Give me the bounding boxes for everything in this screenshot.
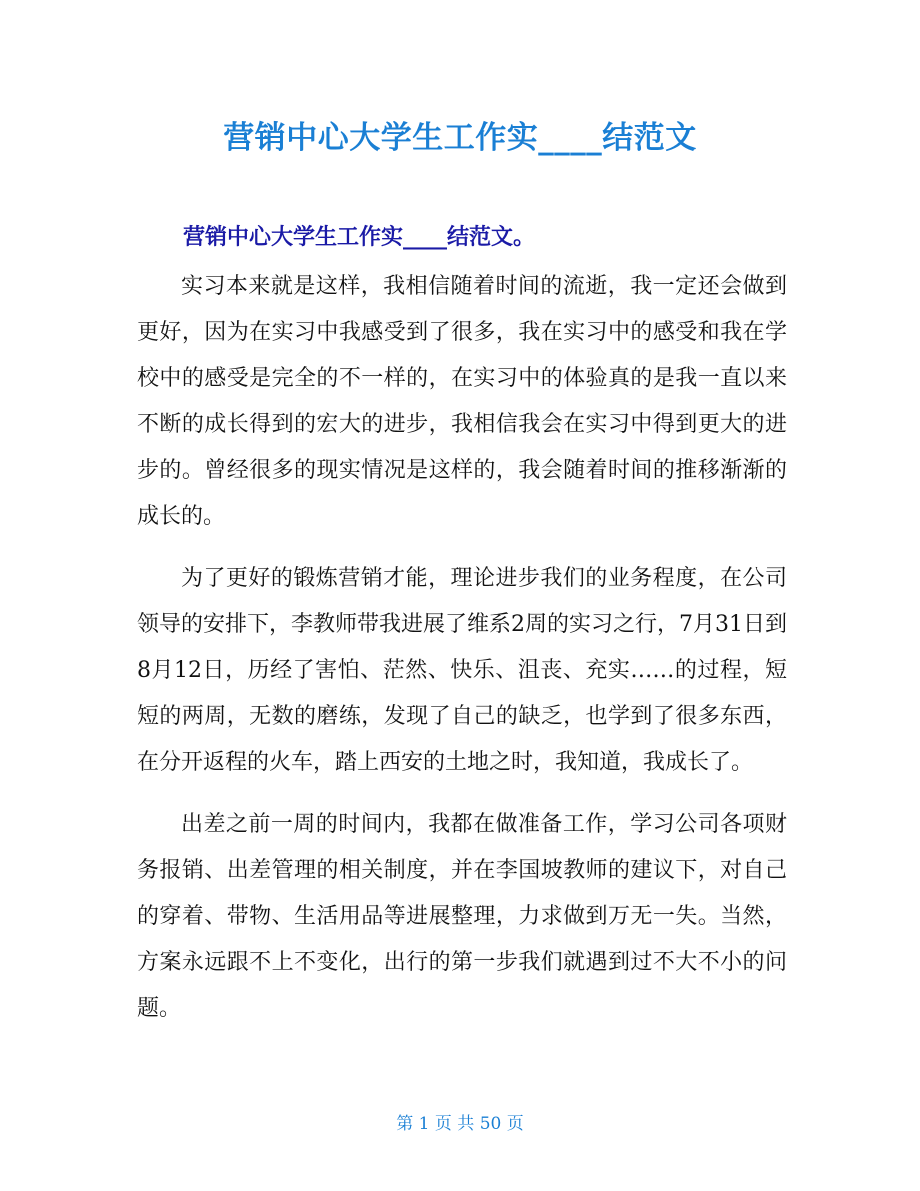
paragraph-2: 为了更好的锻炼营销才能，理论进步我们的业务程度，在公司领导的安排下，李教师带我进展了维系2周的实习之行，7月31日到8月12日，历经了害怕、茫然、快乐、沮丧、充实……的过程，短短的两周，无数的磨练，发现了自己的缺乏，也学到了很多东西，在分开返程的火车，踏上西安的土地之时，我知道，我成长了。 xyxy=(137,566,787,775)
paragraph-1: 实习本来就是这样，我相信随着时间的流逝，我一定还会做到更好，因为在实习中我感受到了很多，我在实习中的感受和我在学校中的感受是完全的不一样的，在实习中的体验真的是我一直以来不断的成长得到的宏大的进步，我相信我会在实习中得到更大的进步的。曾经很多的现实情况是这样的，我会随着时间的推移渐渐的成长的。 xyxy=(137,274,787,529)
paragraph-3: 出差之前一周的时间内，我都在做准备工作，学习公司各项财务报销、出差管理的相关制度，并在李国坡教师的建议下，对自己的穿着、带物、生活用品等进展整理，力求做到万无一失。当然，方案永远跟不上不变化，出行的第一步我们就遇到过不大不小的问题。 xyxy=(137,812,787,1021)
document-title: 营销中心大学生工作实____结范文 xyxy=(223,120,697,156)
page-number-footer: 第 1 页 共 50 页 xyxy=(396,1114,524,1134)
section-heading: 营销中心大学生工作实____结范文。 xyxy=(183,225,536,250)
document-body xyxy=(137,264,787,1048)
